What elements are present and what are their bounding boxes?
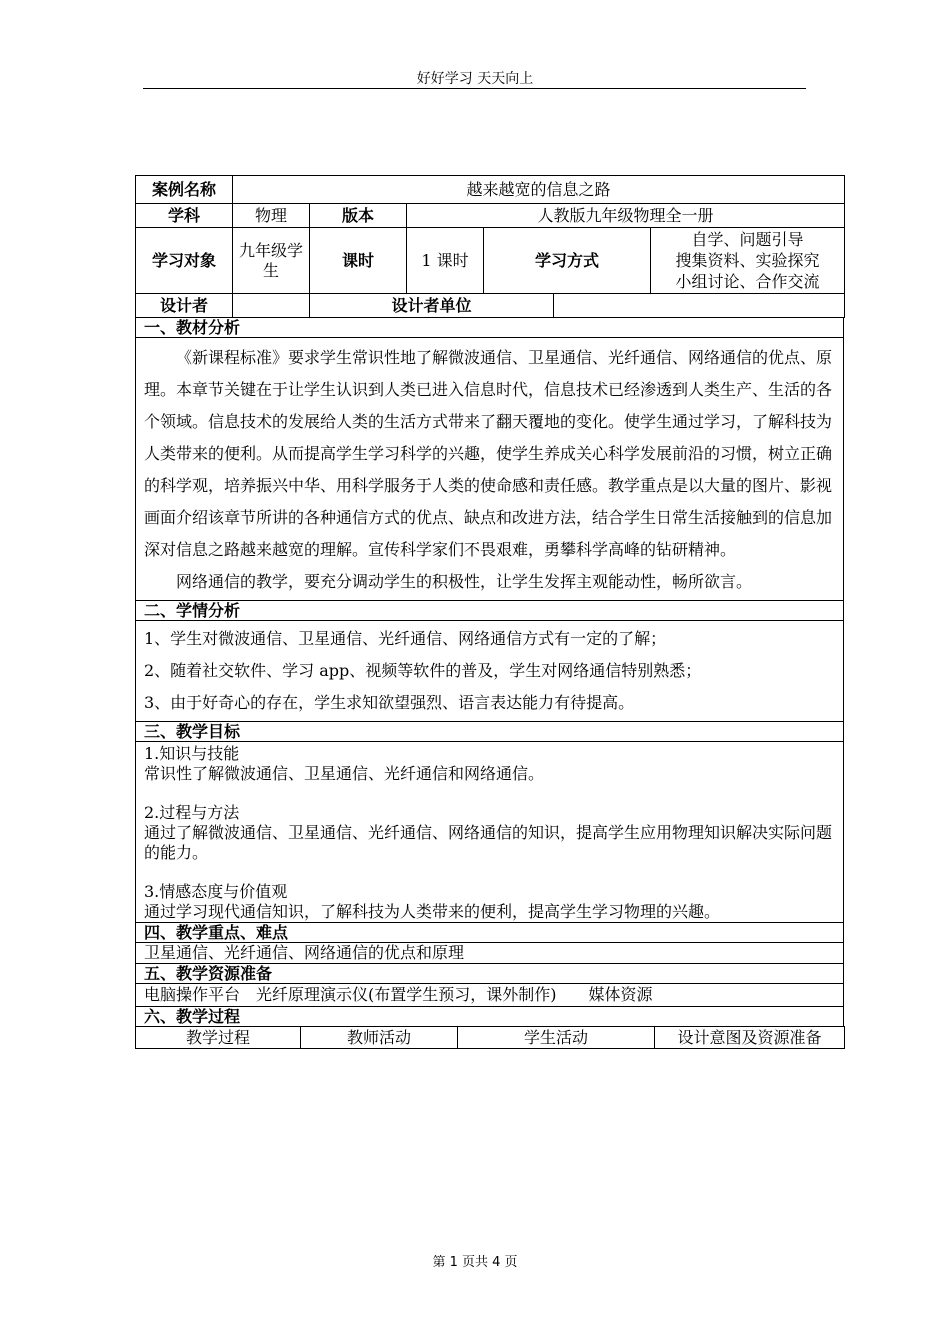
unit-label: 设计者单位 (310, 294, 554, 318)
section-body-resources (136, 984, 844, 1007)
materials-paragraph: 网络通信的教学，要充分调动学生的积极性，让学生发挥主观能动性，畅所欲言。 (176, 572, 753, 591)
content-table (135, 317, 844, 1027)
row-audience (136, 228, 845, 294)
unit-value (554, 294, 845, 318)
goal-text: 通过了解微波通信、卫星通信、光纤通信、网络通信的知识，提高学生应用物理知识解决实际问题的能力。 (144, 823, 833, 862)
audience-value: 九年级学生 (233, 228, 310, 294)
hours-label: 课时 (310, 228, 407, 294)
designer-label: 设计者 (136, 294, 233, 318)
resources-text: 电脑操作平台 光纤原理演示仪(布置学生预习，课外制作) 媒体资源 (136, 984, 844, 1007)
section-body-key-points (136, 943, 844, 964)
section-title-materials: 一、教材分析 (136, 318, 844, 338)
audience-label: 学习对象 (136, 228, 233, 294)
edition-value: 人教版九年级物理全一册 (407, 204, 845, 228)
designer-value (233, 294, 310, 318)
section-header (136, 964, 844, 984)
subject-value: 物理 (233, 204, 310, 228)
process-column-header: 设计意图及资源准备 (655, 1027, 845, 1049)
process-header-row (136, 1027, 845, 1049)
section-header (136, 601, 844, 621)
key-points-text: 卫星通信、光纤通信、网络通信的优点和原理 (136, 943, 844, 964)
goal-title: 3.情感态度与价值观 (144, 882, 288, 901)
student-item: 2、随着社交软件、学习 app、视频等软件的普及，学生对网络通信特别熟悉； (144, 661, 702, 680)
section-body-materials (136, 338, 844, 601)
goal-text: 常识性了解微波通信、卫星通信、光纤通信和网络通信。 (144, 764, 545, 783)
section-title-resources: 五、教学资源准备 (136, 964, 844, 984)
goal-text: 通过学习现代通信知识，了解科技为人类带来的便利，提高学生学习物理的兴趣。 (144, 902, 721, 921)
hours-value: 1 课时 (407, 228, 484, 294)
goal-title: 1.知识与技能 (144, 744, 240, 763)
row-subject (136, 204, 845, 228)
row-designer (136, 294, 845, 318)
process-column-header: 教师活动 (301, 1027, 458, 1049)
process-column-header: 学生活动 (458, 1027, 655, 1049)
goal-title: 2.过程与方法 (144, 803, 240, 822)
info-table (135, 175, 845, 318)
lesson-plan-document (135, 175, 844, 1049)
case-name-label: 案例名称 (136, 176, 233, 204)
edition-label: 版本 (310, 204, 407, 228)
page-header: 好好学习 天天向上 (416, 71, 534, 87)
process-column-header: 教学过程 (136, 1027, 301, 1049)
method-item: 自学、问题引导 (691, 230, 804, 249)
case-name-value: 越来越宽的信息之路 (233, 176, 845, 204)
method-values (651, 228, 845, 294)
subject-label: 学科 (136, 204, 233, 228)
materials-paragraph: 《新课程标准》要求学生常识性地了解微波通信、卫星通信、光纤通信、网络通信的优点、原理。本章节关键在于让学生认识到人类已进入信息时代，信息技术已经渗透到人类生产、生活的各个领域。信息技术的发展给人类的生活方式带来了翻天覆地的变化。使学生通过学习，了解科技为人类带来的便利。从而提高学生学习科学的兴趣，使学生养成关心科学发展前沿的习惯，树立正确的科学观，培养振兴中华、用科学服务于人类的使命感和责任感。教学重点是以大量的图片、影视画面介绍该章节所讲的各种通信方式的优点、缺点和改进方法，结合学生日常生活接触到的信息加深对信息之路越来越宽的理解。宣传科学家们不畏艰难，勇攀科学高峰的钻研精神。 (144, 348, 833, 559)
student-item: 1、学生对微波通信、卫星通信、光纤通信、网络通信方式有一定的了解； (144, 629, 667, 648)
page-footer: 第 1 页共 4 页 (432, 1255, 518, 1270)
section-header (136, 1007, 844, 1027)
row-case-name (136, 176, 845, 204)
section-title-students: 二、学情分析 (136, 601, 844, 621)
method-item: 搜集资料、实验探究 (675, 251, 820, 270)
method-label: 学习方式 (484, 228, 651, 294)
section-body-students (136, 621, 844, 722)
section-header (136, 722, 844, 742)
section-title-goals: 三、教学目标 (136, 722, 844, 742)
section-body-goals (136, 742, 844, 923)
method-item: 小组讨论、合作交流 (675, 272, 820, 291)
section-title-key-points: 四、教学重点、难点 (136, 923, 844, 943)
section-title-process: 六、教学过程 (136, 1007, 844, 1027)
process-table (135, 1026, 845, 1049)
student-item: 3、由于好奇心的存在，学生求知欲望强烈、语言表达能力有待提高。 (144, 693, 635, 712)
section-header (136, 923, 844, 943)
section-header (136, 318, 844, 338)
header-rule (143, 88, 806, 89)
